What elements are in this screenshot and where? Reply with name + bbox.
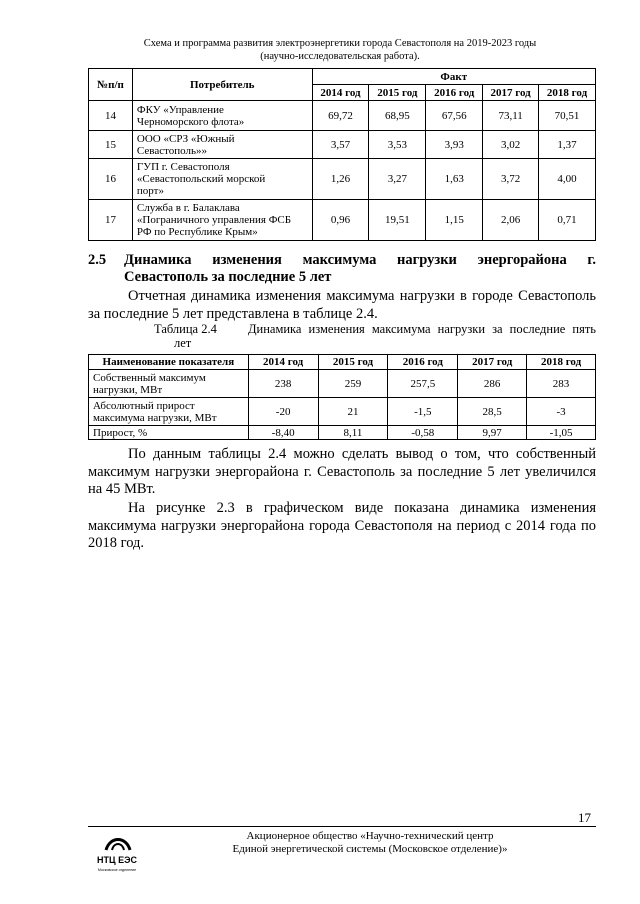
value-cell: 67,56	[426, 101, 483, 131]
year-header: 2016 год	[388, 355, 458, 370]
value-cell: 8,11	[318, 426, 388, 440]
footer-divider	[88, 826, 596, 827]
col-consumer-header: Потребитель	[132, 69, 312, 101]
col-name-header: Наименование показателя	[89, 355, 249, 370]
year-header: 2016 год	[426, 85, 483, 101]
year-header: 2014 год	[248, 355, 318, 370]
table-row	[89, 426, 596, 440]
footer-line-1: Акционерное общество «Научно-технический центр	[246, 830, 494, 842]
value-cell: 3,93	[426, 131, 483, 159]
value-cell: 21	[318, 398, 388, 426]
col-fact-header: Факт	[312, 69, 595, 85]
value-cell: 73,11	[483, 101, 539, 131]
value-cell: 2,06	[483, 200, 539, 241]
table-row	[89, 101, 596, 131]
consumer-name: ООО «СРЗ «Южный Севастополь»»	[132, 131, 312, 159]
indicator-name: Собственный максимум нагрузки, МВт	[89, 370, 249, 398]
section-number: 2.5	[88, 252, 107, 268]
value-cell: 70,51	[539, 101, 596, 131]
value-cell: 28,5	[458, 398, 527, 426]
paragraph-conclusion: По данным таблицы 2.4 можно сделать вывод о том, что собственный максимум нагрузки энергорайона г. Севастополь за последние 5 лет увеличился на 45 МВт.	[88, 446, 596, 497]
page-number: 17	[578, 810, 591, 825]
value-cell: 0,96	[312, 200, 369, 241]
header-line-2: (научно-исследовательская работа).	[260, 51, 420, 62]
paragraph-figure-ref: На рисунке 2.3 в графическом виде показана динамика изменения максимума нагрузки энергорайона города Севастополя на период с 2014 года по 2018 год.	[88, 500, 596, 551]
table-row	[89, 159, 596, 200]
page-header	[80, 37, 600, 63]
caption-label: Таблица 2.4	[154, 322, 217, 336]
row-num: 16	[89, 159, 133, 200]
value-cell: 0,71	[539, 200, 596, 241]
indicator-name: Прирост, %	[89, 426, 249, 440]
table-row	[89, 200, 596, 241]
section-title: Динамика изменения максимума нагрузки энергорайона г. Севастополь за последние 5 лет	[124, 252, 596, 285]
consumer-table	[88, 68, 596, 241]
consumer-name: ФКУ «Управление Черноморского флота»	[132, 101, 312, 131]
value-cell: 19,51	[369, 200, 426, 241]
value-cell: 9,97	[458, 426, 527, 440]
year-header: 2017 год	[458, 355, 527, 370]
row-num: 14	[89, 101, 133, 131]
value-cell: 3,02	[483, 131, 539, 159]
col-num-header: №п/п	[89, 69, 133, 101]
value-cell: 1,63	[426, 159, 483, 200]
row-num: 15	[89, 131, 133, 159]
value-cell: 1,37	[539, 131, 596, 159]
header-line-1: Схема и программа развития электроэнергетики города Севастополя на 2019-2023 годы	[143, 38, 537, 49]
year-header: 2018 год	[539, 85, 596, 101]
paragraph-intro: Отчетная динамика изменения максимума нагрузки в городе Севастополь за последние 5 лет представлена в таблице 2.4.	[88, 288, 596, 322]
caption-title-line-2: лет	[174, 336, 192, 350]
value-cell: 1,26	[312, 159, 369, 200]
value-cell: -0,58	[388, 426, 458, 440]
year-header: 2018 год	[527, 355, 596, 370]
value-cell: -1,05	[527, 426, 596, 440]
year-header: 2014 год	[312, 85, 369, 101]
value-cell: 3,72	[483, 159, 539, 200]
footer-line-2: Единой энергетической системы (Московское отделение)»	[232, 843, 508, 855]
row-num: 17	[89, 200, 133, 241]
value-cell: 283	[527, 370, 596, 398]
value-cell: -3	[527, 398, 596, 426]
value-cell: 238	[248, 370, 318, 398]
value-cell: 69,72	[312, 101, 369, 131]
value-cell: -8,40	[248, 426, 318, 440]
value-cell: 3,57	[312, 131, 369, 159]
value-cell: 3,53	[369, 131, 426, 159]
indicator-name: Абсолютный прирост максимума нагрузки, МВт	[89, 398, 249, 426]
year-header: 2015 год	[318, 355, 388, 370]
consumer-name: Служба в г. Балаклава «Пограничного управления ФСБ РФ по Республике Крым»	[132, 200, 312, 241]
value-cell: 259	[318, 370, 388, 398]
table-row	[89, 131, 596, 159]
value-cell: -1,5	[388, 398, 458, 426]
section-heading	[88, 252, 596, 286]
logo-text: НТЦ ЕЭС	[97, 855, 137, 865]
value-cell: 1,15	[426, 200, 483, 241]
load-table	[88, 354, 596, 440]
table-row	[89, 398, 596, 426]
consumer-name: ГУП г. Севастополя «Севастопольский морской порт»	[132, 159, 312, 200]
value-cell: -20	[248, 398, 318, 426]
value-cell: 257,5	[388, 370, 458, 398]
table-caption	[88, 322, 596, 350]
year-header: 2017 год	[483, 85, 539, 101]
value-cell: 68,95	[369, 101, 426, 131]
year-header: 2015 год	[369, 85, 426, 101]
page-footer	[180, 830, 560, 856]
company-logo	[92, 830, 142, 880]
value-cell: 4,00	[539, 159, 596, 200]
table-row	[89, 370, 596, 398]
value-cell: 3,27	[369, 159, 426, 200]
value-cell: 286	[458, 370, 527, 398]
logo-subtext: Московское отделение	[97, 868, 137, 872]
caption-title-line-1: Динамика изменения максимума нагрузки за последние пять	[248, 322, 596, 336]
